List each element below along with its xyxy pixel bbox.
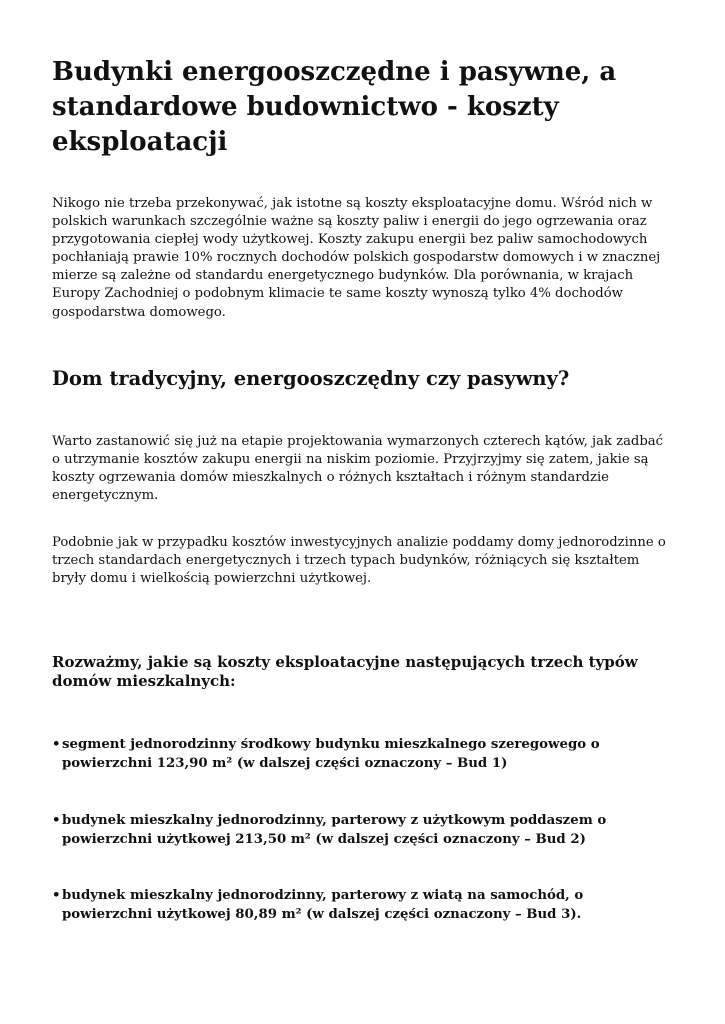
paragraph-projektowanie: Warto zastanowić się już na etapie projektowania wymarzonych czterech kątów, jak zadbać o utrzymanie kosztów zakupu energii na niskim poziomie. Przyjrzyjmy się zatem, jakie są koszty ogrzewania domów mieszkalnych o różnych kształtach i różnym standardzie energetycznym. — [52, 434, 664, 504]
list-item — [52, 736, 672, 773]
bullet-icon: • — [52, 737, 61, 752]
list-item-text: segment jednorodzinny środkowy budynku mieszkalnego szeregowego o powierzchni 123,90 m² (w dalszej części oznaczony – Bud 1) — [62, 737, 600, 771]
bullet-icon: • — [52, 813, 61, 828]
list-item-text: budynek mieszkalny jednorodzinny, parterowy z użytkowym poddaszem o powierzchni użytkowej 213,50 m² (w dalszej części oznaczony – Bud 2) — [62, 813, 607, 847]
list-item — [52, 812, 672, 849]
section-heading: Dom tradycyjny, energooszczędny czy pasywny? — [52, 367, 570, 390]
subheading-types: Rozważmy, jakie są koszty eksploatacyjne następujących trzech typów domów mieszkalnych: — [52, 653, 638, 690]
intro-paragraph: Nikogo nie trzeba przekonywać, jak istotne są koszty eksploatacyjne domu. Wśród nich w polskich warunkach szczególnie ważne są koszty paliw i energii do jego ogrzewania oraz przygotowania ciepłej wody użytkowej. Koszty zakupu energii bez paliw samochodowych pochłaniają prawie 10% rocznych dochodów polskich gospodarstw domowych i w znacznej mierze są zależne od standardu energetycznego budynków. Dla porównania, w krajach Europy Zachodniej o podobnym klimacie te same koszty wynoszą tylko 4% dochodów gospodarstwa domowego. — [52, 196, 661, 320]
list-item — [52, 887, 672, 924]
paragraph-analiza: Podobnie jak w przypadku kosztów inwestycyjnych analizie poddamy domy jednorodzinne o trzech standardach energetycznych i trzech typach budynków, różniących się kształtem bryły domu i wielkością powierzchni użytkowej. — [52, 535, 666, 587]
bullet-icon: • — [52, 888, 61, 903]
list-item-text: budynek mieszkalny jednorodzinny, parterowy z wiatą na samochód, o powierzchni użytkowej 80,89 m² (w dalszej części oznaczony – Bud 3). — [62, 888, 584, 922]
page-title: Budynki energooszczędne i pasywne, a standardowe budownictwo - koszty eksploatacji — [52, 57, 617, 157]
